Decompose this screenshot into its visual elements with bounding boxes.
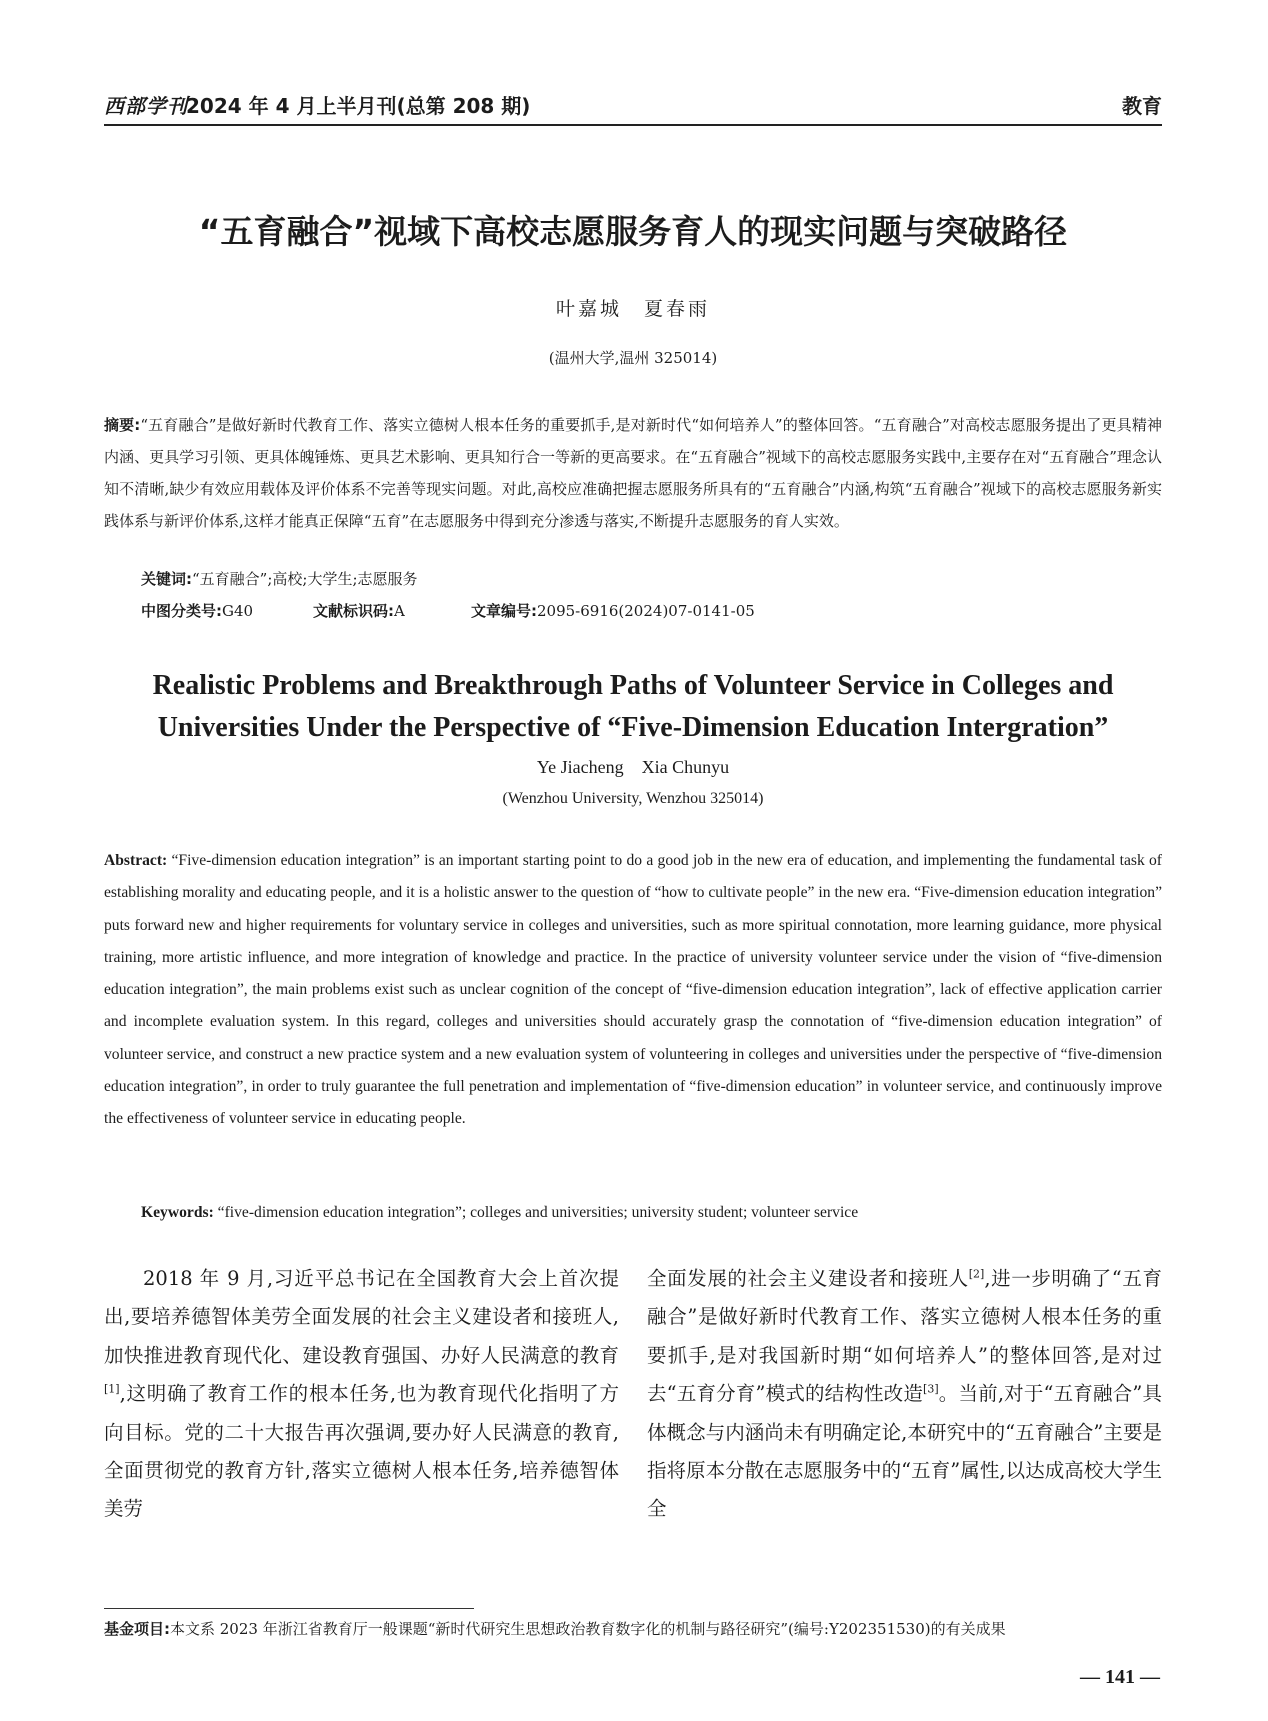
citation-1: [1] [104, 1382, 120, 1396]
document-code [313, 600, 405, 621]
section-name: 教育 [1122, 94, 1162, 118]
chinese-authors: 叶嘉城 夏春雨 [555, 298, 710, 320]
clc-number [141, 600, 253, 621]
doc-code-label: 文献标识码: [313, 602, 394, 620]
chinese-title: “五育融合”视域下高校志愿服务育人的现实问题与突破路径 [198, 212, 1068, 251]
citation-2: [2] [968, 1267, 985, 1281]
english-keywords-label: Keywords: [141, 1204, 214, 1221]
english-abstract [104, 845, 1162, 1136]
footnote-text: 本文系 2023 年浙江省教育厅一般课题“新时代研究生思想政治教育数字化的机制与路径研究”(编号:Y202351530)的有关成果 [170, 1620, 1006, 1638]
journal-logo: 西部学刊 [104, 94, 188, 118]
clc-label: 中图分类号: [141, 602, 222, 620]
article-no-label: 文章编号: [471, 602, 537, 620]
footnote-divider [104, 1608, 474, 1609]
running-header [104, 88, 1162, 124]
body-left-text-2: ,这明确了教育工作的根本任务,也为教育现代化指明了方向目标。党的二十大报告再次强调,要办好人民满意的教育,全面贯彻党的教育方针,落实立德树人根本任务,培养德智体美劳 [104, 1382, 619, 1521]
footnote [104, 1614, 1162, 1645]
header-divider [104, 124, 1162, 126]
body-right-text-1: 全面发展的社会主义建设者和接班人 [647, 1267, 969, 1290]
body-left-text-1: 2018 年 9 月,习近平总书记在全国教育大会上首次提出,要培养德智体美劳全面发展的社会主义建设者和接班人,加快推进教育现代化、建设教育强国、办好人民满意的教育 [104, 1267, 619, 1367]
journal-issue: 2024 年 4 月上半月刊(总第 208 期) [186, 94, 531, 118]
doc-code-value: A [394, 602, 405, 620]
chinese-abstract-label: 摘要: [104, 416, 141, 434]
body-right-text-3: 。当前,对于“五育融合”具体概念与内涵尚未有明确定论,本研究中的“五育融合”主要是指将原本分散在志愿服务中的“五育”属性,以达成高校大学生全 [647, 1382, 1162, 1521]
english-authors: Ye Jiacheng Xia Chunyu [536, 757, 730, 777]
body-right-text-2: ,进一步明确了“五育融合”是做好新时代教育工作、落实立德树人根本任务的重要抓手,是对我国新时期“如何培养人”的整体回答,是对过去“五育分育”模式的结构性改造 [647, 1267, 1162, 1406]
chinese-keywords-label: 关键词: [141, 570, 192, 588]
chinese-abstract-text: “五育融合”是做好新时代教育工作、落实立德树人根本任务的重要抓手,是对新时代“如何培养人”的整体回答。“五育融合”对高校志愿服务提出了更具精神内涵、更具学习引领、更具体魄锤炼、更具艺术影响、更具知行合一等新的更高要求。在“五育融合”视域下的高校志愿服务实践中,主要存在对“五育融合”理念认知不清晰,缺少有效应用载体及评价体系不完善等现实问题。对此,高校应准确把握志愿服务所具有的“五育融合”内涵,构筑“五育融合”视域下的高校志愿服务新实践体系与新评价体系,这样才能真正保障“五育”在志愿服务中得到充分渗透与落实,不断提升志愿服务的育人实效。 [104, 416, 1162, 530]
english-affiliation: (Wenzhou University, Wenzhou 325014) [502, 790, 764, 807]
citation-3: [3] [923, 1382, 939, 1396]
english-abstract-label: Abstract: [104, 852, 168, 869]
body-column-left [104, 1260, 619, 1529]
english-keywords [141, 1204, 1161, 1222]
classification-row [141, 600, 1141, 624]
article-number [471, 600, 755, 621]
chinese-keywords [141, 568, 1141, 589]
english-keywords-text: “five-dimension education integration”; colleges and universities; university student; volunteer service [217, 1204, 859, 1221]
footnote-label: 基金项目: [104, 1620, 170, 1638]
english-title: Realistic Problems and Breakthrough Paths of Volunteer Service in Colleges and Universities Under the Perspective of “Five-Dimension Education Intergration” [152, 670, 1114, 743]
english-abstract-text: “Five-dimension education integration” is an important starting point to do a good job in the new era of education, and implementing the fundamental task of establishing morality and educating people, and it is a holistic answer to the question of “how to cultivate people” in the new era. “Five-dimension education integration” puts forward new and higher requirements for voluntary service in colleges and universities, such as more spiritual connotation, more learning guidance, more physical training, more artistic influence, and more integration of knowledge and practice. In the practice of university volunteer service under the vision of “five-dimension education integration”, the main problems exist such as unclear cognition of the concept of “five-dimension education integration”, lack of effective application carrier and incomplete evaluation system. In this regard, colleges and universities should accurately grasp the connotation of “five-dimension education integration” of volunteer service, and construct a new practice system and a new evaluation system of volunteering in colleges and universities under the perspective of “five-dimension education integration”, in order to truly guarantee the full penetration and implementation of “five-dimension education” in volunteer service, and continuously improve the effectiveness of volunteer service in educating people. [104, 852, 1162, 1128]
page-number: — 141 — [1080, 1666, 1160, 1688]
article-no-value: 2095-6916(2024)07-0141-05 [537, 602, 755, 620]
chinese-affiliation: (温州大学,温州 325014) [548, 349, 718, 367]
chinese-abstract [104, 409, 1162, 537]
clc-value: G40 [222, 602, 254, 620]
body-column-right [647, 1260, 1162, 1529]
chinese-keywords-text: “五育融合”;高校;大学生;志愿服务 [192, 570, 418, 588]
